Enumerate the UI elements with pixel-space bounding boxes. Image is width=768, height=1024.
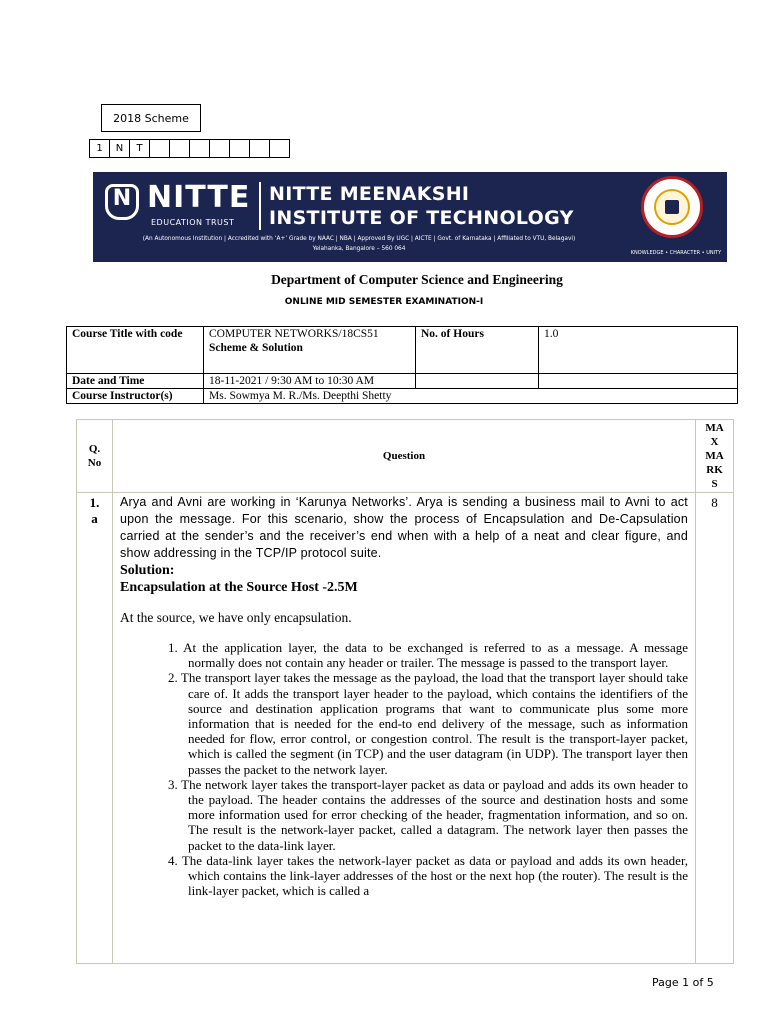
usn-cell — [150, 140, 170, 157]
usn-cell — [230, 140, 250, 157]
qno-header-line: No — [87, 457, 102, 469]
empty-cell — [416, 374, 539, 389]
institute-name-line2: INSTITUTE OF TECHNOLOGY — [269, 207, 574, 229]
instructor-value: Ms. Sowmya M. R./Ms. Deepthi Shetty — [204, 389, 738, 404]
marks-header-line: MA — [705, 450, 724, 462]
empty-cell — [539, 374, 738, 389]
question-text: Arya and Avni are working in ‘Karunya Networks’. Arya is sending a business mail to Avni to act upon the message. For this scenario, show the process of Encapsulation and De-Capsulation carried at the sender’s and the receiver’s end when with a help of a neat and clear figure, and show addressing in the TCP/IP protocol suite. — [120, 495, 688, 560]
department-title: Department of Computer Science and Engineering — [271, 272, 563, 287]
course-title-value — [204, 327, 416, 374]
solution-label: Solution: — [120, 563, 175, 578]
banner-divider — [259, 182, 261, 230]
marks-header-line: S — [711, 478, 718, 490]
table-row — [77, 493, 734, 964]
page-number: Page 1 of 5 — [652, 976, 714, 989]
address-line: Yelahanka, Bangalore – 560 064 — [312, 246, 406, 252]
institute-seal-icon — [641, 176, 703, 238]
steps-list — [120, 640, 688, 898]
accreditation-line: (An Autonomous Institution | Accredited with ‘A+’ Grade by NAAC | NBA | Approved By UGC | AICTE | Govt. of Karnataka | Affiliated to VTU, Belagavi) — [142, 236, 576, 242]
institute-motto: KNOWLEDGE • CHARACTER • UNITY — [630, 250, 722, 256]
qno-header-line: Q. — [88, 443, 101, 455]
question-table — [76, 419, 734, 964]
column-header-marks — [696, 420, 734, 493]
marks-header-line: X — [710, 436, 719, 448]
usn-cell: 1 — [90, 140, 110, 157]
usn-cell — [170, 140, 190, 157]
seal-emblem-icon — [654, 189, 690, 225]
question-number — [77, 493, 113, 964]
usn-cell: T — [130, 140, 150, 157]
exam-title: ONLINE MID SEMESTER EXAMINATION-I — [284, 297, 484, 307]
marks-value: 8 — [696, 493, 734, 964]
intro-paragraph: At the source, we have only encapsulation. — [120, 610, 352, 625]
hours-value: 1.0 — [539, 327, 738, 374]
institute-name-line1: NITTE MEENAKSHI — [269, 183, 470, 205]
course-title-line1: COMPUTER NETWORKS/18CS51 — [209, 328, 379, 340]
usn-cell — [250, 140, 270, 157]
brand-name: NITTE — [147, 180, 251, 215]
course-title-line2: Scheme & Solution — [209, 342, 303, 354]
seal-book-icon — [665, 200, 679, 214]
qno-line: a — [91, 511, 98, 526]
marks-header-line: RK — [706, 464, 723, 476]
hours-label: No. of Hours — [416, 327, 539, 374]
scheme-label: 2018 Scheme — [101, 104, 201, 132]
marks-header-line: MA — [705, 422, 724, 434]
usn-cell — [210, 140, 230, 157]
list-item: 1. At the application layer, the data to be exchanged is referred to as a message. A message normally does not contain any header or trailer. The message is passed to the transport layer. — [168, 640, 688, 671]
date-label: Date and Time — [67, 374, 204, 389]
usn-cell — [270, 140, 290, 157]
course-info-table — [66, 326, 738, 404]
list-item: 2. The transport layer takes the message as the payload, the load that the transport layer should take care of. It adds the transport layer header to the payload, which contains the identifiers of the source and destination application programs that want to communicate plus some more information that is needed for the end-to end delivery of the message, such as information needed for flow, error control, or congestion control. The result is the transport-layer packet, which is called the segment (in TCP) and the user datagram (in UDP). The transport layer then passes the packet to the network layer. — [168, 670, 688, 777]
list-item: 3. The network layer takes the transport-layer packet as data or payload and adds its own header to the payload. The header contains the addresses of the source and destination hosts and some more information used for error checking of the header, fragmentation information, and so on. The result is the network-layer packet, called a datagram. The network layer then passes the packet to the data-link layer. — [168, 776, 688, 853]
brand-subtitle: EDUCATION TRUST — [151, 218, 235, 227]
date-value: 18-11-2021 / 9:30 AM to 10:30 AM — [204, 374, 416, 389]
list-item: 4. The data-link layer takes the network-layer packet as data or payload and adds its own header, which contains the link-layer addresses of the host or the next hop (the router). The result is the link-layer packet, which is called a — [168, 852, 688, 899]
nitte-logo-icon — [105, 184, 139, 220]
usn-cell — [190, 140, 210, 157]
question-content — [113, 493, 696, 964]
usn-boxes — [89, 139, 290, 158]
section-heading: Encapsulation at the Source Host -2.5M — [120, 580, 358, 595]
institute-name — [269, 182, 574, 230]
usn-cell: N — [110, 140, 130, 157]
column-header-qno — [77, 420, 113, 493]
qno-line: 1. — [89, 495, 100, 510]
institute-banner — [93, 172, 727, 262]
course-title-label: Course Title with code — [67, 327, 204, 374]
instructor-label: Course Instructor(s) — [67, 389, 204, 404]
column-header-question: Question — [113, 420, 696, 493]
